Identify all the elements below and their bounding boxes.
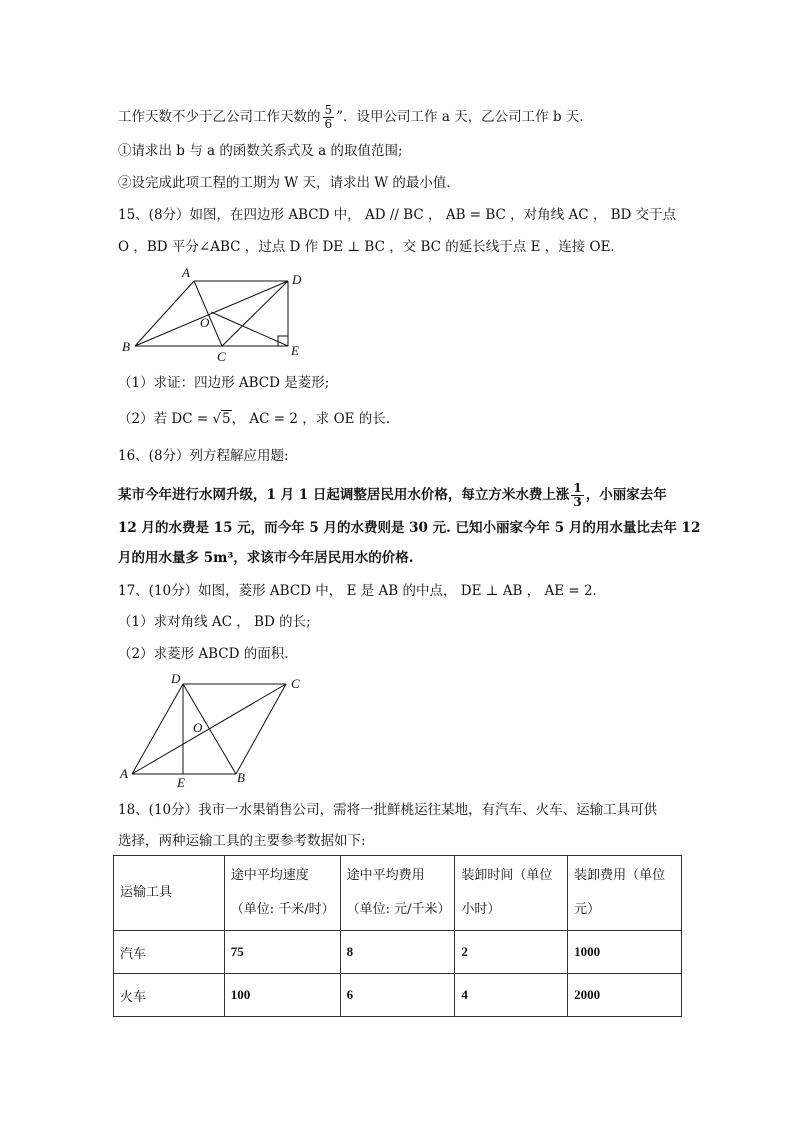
p15-statement-line2: O ，BD 平分∠ABC ，过点 D 作 DE ⊥ BC ，交 BC 的延长线于点 E ，连接 OE． xyxy=(118,239,624,255)
p15-label-E: E xyxy=(291,343,299,358)
p16-line3: 月的用水量多 5m³，求该市今年居民用水的价格. xyxy=(118,550,414,566)
table-cell: 8 xyxy=(340,931,455,974)
table-header-cell: 途中平均费用 （单位: 元/千米） xyxy=(340,856,455,931)
p17-label-B: B xyxy=(237,770,245,785)
p15-statement-line1: 15、(8分）如图，在四边形 ABCD 中， AD // BC ， AB = BC ，对角线 AC ， BD 交于点 xyxy=(118,207,677,223)
p18-line1: 18、(10分）我市一水果销售公司，需将一批鲜桃运往某地，有汽车、火车、运输工具可供 xyxy=(118,802,658,818)
table-cell: 4 xyxy=(455,974,568,1017)
p15-figure-quadrilateral xyxy=(115,265,315,365)
table-cell: 2000 xyxy=(568,974,682,1017)
p14-question-1: ①请求出 b 与 a 的函数关系式及 a 的取值范围; xyxy=(118,143,403,159)
table-cell: 2 xyxy=(455,931,568,974)
table-row xyxy=(114,931,682,974)
p17-heading: 17、(10分）如图，菱形 ABCD 中， E 是 AB 的中点， DE ⊥ AB ， AE = 2． xyxy=(118,583,607,599)
table-header-row xyxy=(114,856,682,931)
p15-label-O: O xyxy=(200,315,210,330)
table-cell: 100 xyxy=(224,974,340,1017)
table-header-cell: 途中平均速度 （单位: 千米/时） xyxy=(224,856,340,931)
table-cell: 火车 xyxy=(114,974,225,1017)
table-row xyxy=(114,974,682,1017)
p17-question-1: （1）求对角线 AC ， BD 的长; xyxy=(118,614,311,630)
fraction-one-third: $\frac{1}{3}$ xyxy=(573,481,582,509)
p17-label-A: A xyxy=(120,766,128,781)
p16-line2: 12 月的水费是 15 元，而今年 5 月的水费则是 30 元. 已知小丽家今年 5 月的用水量比去年 12 xyxy=(118,520,701,536)
p15-label-C: C xyxy=(217,349,226,364)
p15-label-B: B xyxy=(122,339,130,354)
p15-question-1: （1）求证：四边形 ABCD 是菱形; xyxy=(118,375,330,391)
p17-label-D: D xyxy=(171,671,181,686)
p16-heading: 16、(8分）列方程解应用题: xyxy=(118,448,289,464)
p14-question-2: ②设完成此项工程的工期为 W 天，请求出 W 的最小值． xyxy=(118,175,460,191)
transport-table xyxy=(113,855,682,1017)
table-cell: 汽车 xyxy=(114,931,225,974)
table-header-cell: 装卸费用（单位 元） xyxy=(568,856,682,931)
table-cell: 75 xyxy=(224,931,340,974)
p17-question-2: （2）求菱形 ABCD 的面积. xyxy=(118,646,289,662)
table-header-cell: 运输工具 xyxy=(114,856,225,931)
table-cell: 6 xyxy=(340,974,455,1017)
p15-label-D: D xyxy=(292,272,302,287)
fraction-five-sixths: $\frac{5}{6}$ xyxy=(324,103,333,131)
p15-question-2: （2）若 DC = √5， AC = 2 ，求 OE 的长. xyxy=(118,411,391,427)
table-cell: 1000 xyxy=(568,931,682,974)
p17-figure-rhombus xyxy=(115,668,315,788)
table-header-cell: 装卸时间（单位 小时） xyxy=(455,856,568,931)
p17-label-O: O xyxy=(193,720,203,735)
p18-line2: 选择，两种运输工具的主要参考数据如下: xyxy=(118,833,366,849)
p16-line1: 某市今年进行水网升级，1 月 1 日起调整居民用水价格，每立方米水费上涨 $\frac{1}{3}$ ，小丽家去年 xyxy=(118,481,667,509)
p14-line1: 工作天数不少于乙公司工作天数的 $\frac{5}{6}$ ”．设甲公司工作 a 天，乙公司工作 b 天． xyxy=(118,103,593,131)
p17-label-E: E xyxy=(177,775,185,788)
p17-label-C: C xyxy=(291,676,300,691)
p15-label-A: A xyxy=(182,265,190,280)
